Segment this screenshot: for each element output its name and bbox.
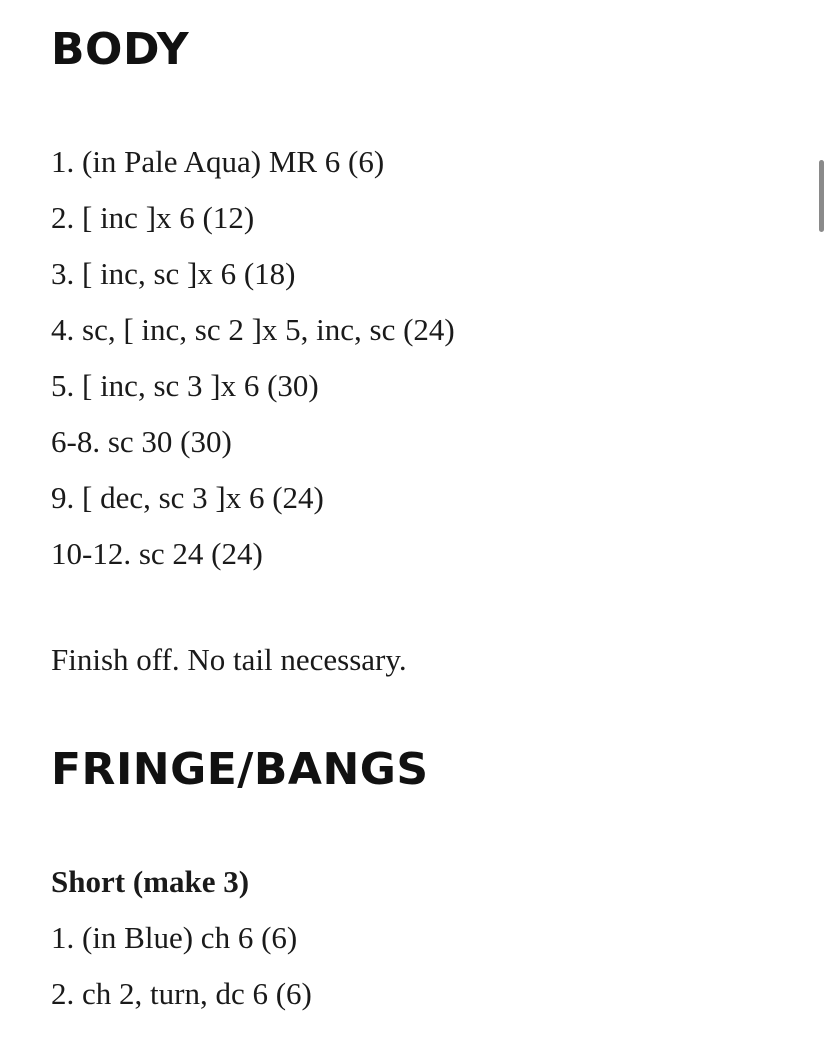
body-step: 5. [ inc, sc 3 ]x 6 (30) bbox=[51, 368, 319, 403]
finish-note: Finish off. No tail necessary. bbox=[51, 642, 407, 677]
body-step: 10-12. sc 24 (24) bbox=[51, 536, 263, 571]
body-step: 1. (in Pale Aqua) MR 6 (6) bbox=[51, 144, 385, 179]
fringe-heading: FRINGE/BANGS bbox=[51, 744, 429, 795]
scrollbar-thumb[interactable] bbox=[819, 160, 824, 232]
body-step: 4. sc, [ inc, sc 2 ]x 5, inc, sc (24) bbox=[51, 312, 455, 347]
body-step: 9. [ dec, sc 3 ]x 6 (24) bbox=[51, 480, 324, 515]
body-step: 2. [ inc ]x 6 (12) bbox=[51, 200, 255, 235]
fringe-step: 1. (in Blue) ch 6 (6) bbox=[51, 920, 298, 955]
fringe-step: 2. ch 2, turn, dc 6 (6) bbox=[51, 976, 312, 1011]
body-heading: BODY bbox=[51, 24, 190, 75]
fringe-steps-list bbox=[51, 910, 312, 1022]
body-steps-list bbox=[51, 134, 455, 582]
short-subheading: Short (make 3) bbox=[51, 864, 250, 899]
body-step: 6-8. sc 30 (30) bbox=[51, 424, 232, 459]
body-step: 3. [ inc, sc ]x 6 (18) bbox=[51, 256, 296, 291]
